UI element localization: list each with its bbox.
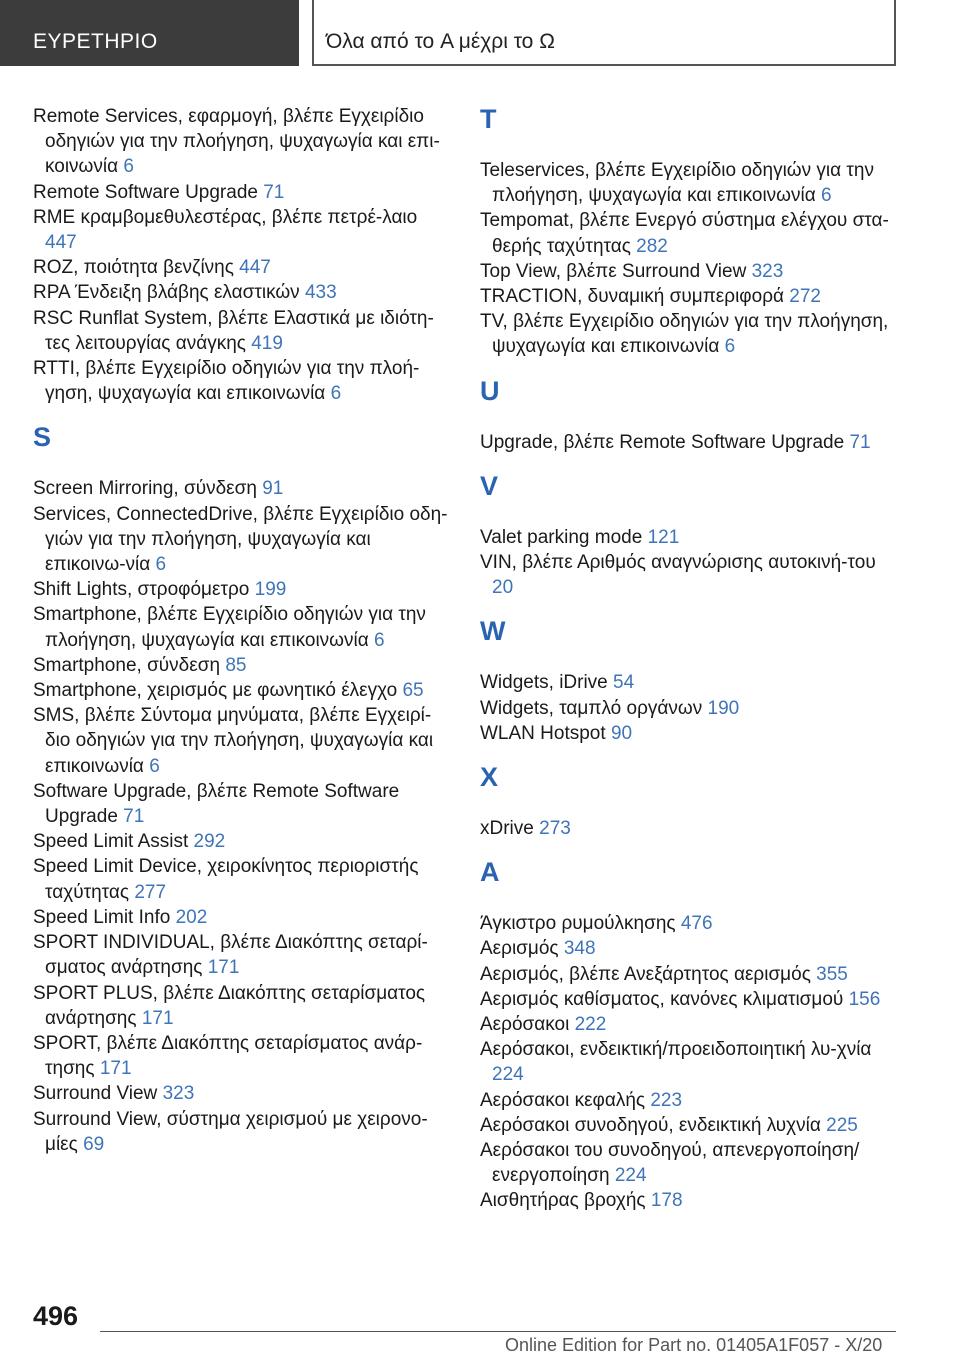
footer-edition: Online Edition for Part no. 01405A1F057 - X/20 [505,1335,883,1355]
index-entry [480,430,900,455]
index-entry-term: SPORT PLUS, βλέπε Διακόπτης σεταρίσματος ανάρτησης [33,982,426,1029]
index-entry-term: RPA Ένδειξη βλάβης ελαστικών [33,282,300,304]
index-group-w [480,670,900,746]
index-entry-term: Speed Limit Info [33,906,171,928]
index-entry [33,104,453,180]
index-entry-page-link[interactable]: 69 [83,1133,105,1155]
index-entry [33,602,453,652]
index-entry [480,911,900,936]
index-entry-page-link[interactable]: 6 [149,755,160,777]
index-entry-page-link[interactable]: 20 [492,577,514,599]
index-entry-term: Speed Limit Device, χειροκίνητος περιοριστής ταχύτητας [33,856,419,903]
index-entry-page-link[interactable]: 202 [175,906,208,928]
footer-divider [100,1331,896,1332]
index-entry-page-link[interactable]: 272 [789,286,821,308]
index-entry [33,577,453,602]
index-entry-term: Surround View [33,1083,158,1105]
index-entry-term: Αερόσακοι κεφαλής [480,1089,646,1111]
index-entry-term: Widgets, ταμπλό οργάνων [480,697,703,719]
index-entry-page-link[interactable]: 447 [239,257,271,279]
index-entry-page-link[interactable]: 6 [155,554,167,576]
index-entry-term: Screen Mirroring, σύνδεση [33,478,257,500]
index-letter-x: X [480,762,499,793]
index-entry-term: TV, βλέπε Εγχειρίδιο οδηγιών για την πλοήγηση, ψυχαγωγία και επικοινωνία [480,311,889,358]
index-entry-term: Αερισμός [480,938,559,960]
index-entry [480,1012,900,1037]
index-entry [480,670,900,695]
index-entry-term: Remote Services, εφαρμογή, βλέπε Εγχειρίδιο οδηγιών για την πλοήγηση, ψυχαγωγία και επι‐κοινωνία [33,106,440,178]
index-entry [480,259,900,284]
index-group-v [480,525,900,601]
index-entry [33,280,453,305]
index-entry-page-link[interactable]: 355 [816,963,848,985]
index-entry-page-link[interactable]: 277 [134,881,167,903]
index-entry [480,550,900,600]
index-entry-page-link[interactable]: 323 [162,1083,195,1105]
index-entry [33,854,453,904]
index-entry-term: Αισθητήρας βροχής [480,1190,646,1212]
index-entry-term: Smartphone, χειρισμός με φωνητικό έλεγχο [33,680,398,702]
index-entry [33,653,453,678]
index-entry-page-link[interactable]: 199 [254,579,287,601]
index-entry-term: xDrive [480,818,534,840]
index-letter-t: T [480,104,497,134]
index-entry-term: TRACTION, δυναμική συμπεριφορά [480,286,784,308]
index-entry-term: SPORT INDIVIDUAL, βλέπε Διακόπτης σεταρί‐σματος ανάρτησης [33,932,428,979]
index-entry-term: Άγκιστρο ρυμούλκησης [480,913,676,935]
index-entry-page-link[interactable]: 223 [650,1089,683,1111]
index-entry [33,205,453,255]
index-entry-page-link[interactable]: 282 [636,235,668,257]
index-group-s [33,476,453,1156]
index-entry [33,930,453,980]
page-header [0,0,960,66]
index-entry-term: Software Upgrade, βλέπε Remote Software Upgrade [33,780,400,828]
index-entry-term: Upgrade, βλέπε Remote Software Upgrade [480,431,845,453]
index-column-left [33,104,453,1157]
index-entry [480,309,900,359]
index-entry-page-link[interactable]: 90 [610,722,633,744]
index-entry-page-link[interactable]: 178 [650,1190,683,1212]
index-letter-u: U [480,375,500,406]
index-group-alpha [480,911,900,1213]
index-entry [480,1138,900,1188]
index-entry-page-link[interactable]: 224 [492,1064,524,1086]
index-column-right [480,104,900,1214]
index-entry [33,356,453,406]
index-entry-term: RME κραμβομεθυλεστέρας, βλέπε πετρέ‐λαιο [33,206,418,228]
index-entry-term: WLAN Hotspot [480,722,606,744]
index-entry-page-link[interactable]: 447 [45,232,77,254]
index-letter-s: S [33,422,52,453]
index-entry [33,1031,453,1081]
index-entry-term: Shift Lights, στροφόμετρο [33,579,250,601]
index-entry-page-link[interactable]: 6 [724,336,736,358]
index-entry-term: SMS, βλέπε Σύντομα μηνύματα, βλέπε Εγχειρί‐διο οδηγιών για την πλοήγηση, ψυχαγωγία και επικοινωνία [33,705,434,777]
breadcrumb[interactable]: Όλα από το A μέχρι το Ω [312,0,896,66]
section-tab[interactable]: ΕΥΡΕΤΗΡΙΟ [0,0,299,66]
index-entry-page-link[interactable]: 171 [141,1007,174,1029]
index-entry-term: Valet parking mode [480,526,643,548]
index-entry-term: SPORT, βλέπε Διακόπτης σεταρίσματος ανάρ‐τησης [33,1032,423,1080]
index-entry [33,829,453,854]
index-entry [480,1113,900,1138]
index-group-r [33,104,453,406]
index-entry-page-link[interactable]: 85 [225,654,247,676]
index-entry [480,1088,900,1113]
index-entry [480,525,900,550]
index-entry-term: Surround View, σύστημα χειρισμού με χειρονο‐μίες [33,1108,428,1155]
index-entry-term: Αερόσακοι [480,1014,570,1036]
index-entry [480,816,900,841]
index-entry-term: Αερισμός καθίσματος, κανόνες κλιματισμού [480,988,844,1010]
index-entry-page-link[interactable]: 171 [207,957,240,979]
index-entry-page-link[interactable]: 6 [123,156,134,178]
index-entry-term: Tempomat, βλέπε Ενεργό σύστημα ελέγχου στα‐θερής ταχύτητας [480,210,889,257]
index-entry [33,678,453,703]
index-entry [480,1037,900,1087]
index-entry-page-link[interactable]: 54 [613,672,635,694]
index-entry-term: VIN, βλέπε Αριθμός αναγνώρισης αυτοκινή‐του [480,552,876,574]
index-entry [33,779,453,829]
index-entry-page-link[interactable]: 476 [680,913,713,935]
index-entry [480,284,900,309]
index-entry-term: RTTI, βλέπε Εγχειρίδιο οδηγιών για την πλοή‐γηση, ψυχαγωγία και επικοινωνία [33,358,420,405]
index-entry-page-link[interactable]: 71 [849,431,871,453]
index-entry-page-link[interactable]: 71 [123,806,145,828]
index-entry [480,696,900,721]
index-entry-page-link[interactable]: 273 [539,818,571,840]
index-entry-term: Αερόσακοι, ενδεικτική/προειδοποιητική λυ‐χνία [480,1039,872,1061]
index-letter-v: V [480,470,499,501]
index-entry-page-link[interactable]: 348 [563,938,596,960]
page-number: 496 [33,1301,79,1331]
index-entry-term: Smartphone, βλέπε Εγχειρίδιο οδηγιών για την πλοήγηση, ψυχαγωγία και επικοινωνία [33,604,426,651]
index-entry [480,158,900,208]
index-entry-page-link[interactable]: 171 [99,1058,132,1080]
index-entry-term: Teleservices, βλέπε Εγχειρίδιο οδηγιών για την πλοήγηση, ψυχαγωγία και επικοινωνία [480,160,874,207]
index-entry-term: Αερόσακοι συνοδηγού, ενδεικτική λυχνία [480,1114,821,1136]
index-entry [33,180,453,205]
index-group-x [480,816,900,841]
index-entry [480,721,900,746]
index-entry [33,905,453,930]
index-entry-page-link[interactable]: 292 [193,831,226,853]
index-entry-term: ROZ, ποιότητα βενζίνης [33,257,234,279]
index-entry [480,987,900,1012]
index-entry-page-link[interactable]: 6 [821,185,832,207]
index-entry [480,208,900,258]
index-entry-page-link[interactable]: 91 [262,478,284,500]
index-entry-term: Services, ConnectedDrive, βλέπε Εγχειρίδιο οδη‐γιών για την πλοήγηση, ψυχαγωγία και επικοινω‐νία [33,503,448,576]
index-group-u [480,430,900,455]
index-entry [33,981,453,1031]
index-entry-page-link[interactable]: 323 [751,260,784,282]
index-entry-term: Smartphone, σύνδεση [33,654,221,676]
index-entry-term: Αερισμός, βλέπε Ανεξάρτητος αερισμός [480,963,811,985]
index-entry [33,703,453,779]
index-letter-w: W [480,616,506,647]
index-entry-page-link[interactable]: 121 [647,526,680,548]
index-entry-term: Top View, βλέπε Surround View [480,260,747,282]
index-entry-page-link[interactable]: 156 [848,988,881,1010]
index-entry [480,936,900,961]
index-entry [480,962,900,987]
index-entry-term: Remote Software Upgrade [33,181,258,203]
index-entry-page-link[interactable]: 225 [826,1114,858,1136]
index-entry-term: Speed Limit Assist [33,831,189,853]
index-entry [33,1107,453,1157]
index-entry-page-link[interactable]: 65 [402,680,424,702]
index-group-t [480,158,900,360]
index-entry-page-link[interactable]: 419 [251,332,283,354]
index-entry [33,306,453,356]
index-entry-page-link[interactable]: 6 [330,383,342,405]
index-entry [33,1081,453,1106]
index-entry-page-link[interactable]: 224 [614,1165,647,1187]
index-entry-page-link[interactable]: 433 [304,282,337,304]
index-entry [33,476,453,501]
index-entry-page-link[interactable]: 222 [574,1014,607,1036]
index-entry-page-link[interactable]: 71 [263,181,285,203]
index-entry-term: Widgets, iDrive [480,672,608,694]
index-entry [33,255,453,280]
index-entry-term: RSC Runflat System, βλέπε Ελαστικά με ιδιότη‐τες λειτουργίας ανάγκης [33,307,434,354]
index-entry-page-link[interactable]: 6 [374,629,385,651]
index-letter-alpha: Α [480,857,500,888]
index-entry [33,502,453,578]
index-entry [480,1188,900,1213]
index-entry-term: Αερόσακοι του συνοδηγού, απενεργοποίηση/ενεργοποίηση [480,1140,860,1187]
index-entry-page-link[interactable]: 190 [707,697,740,719]
